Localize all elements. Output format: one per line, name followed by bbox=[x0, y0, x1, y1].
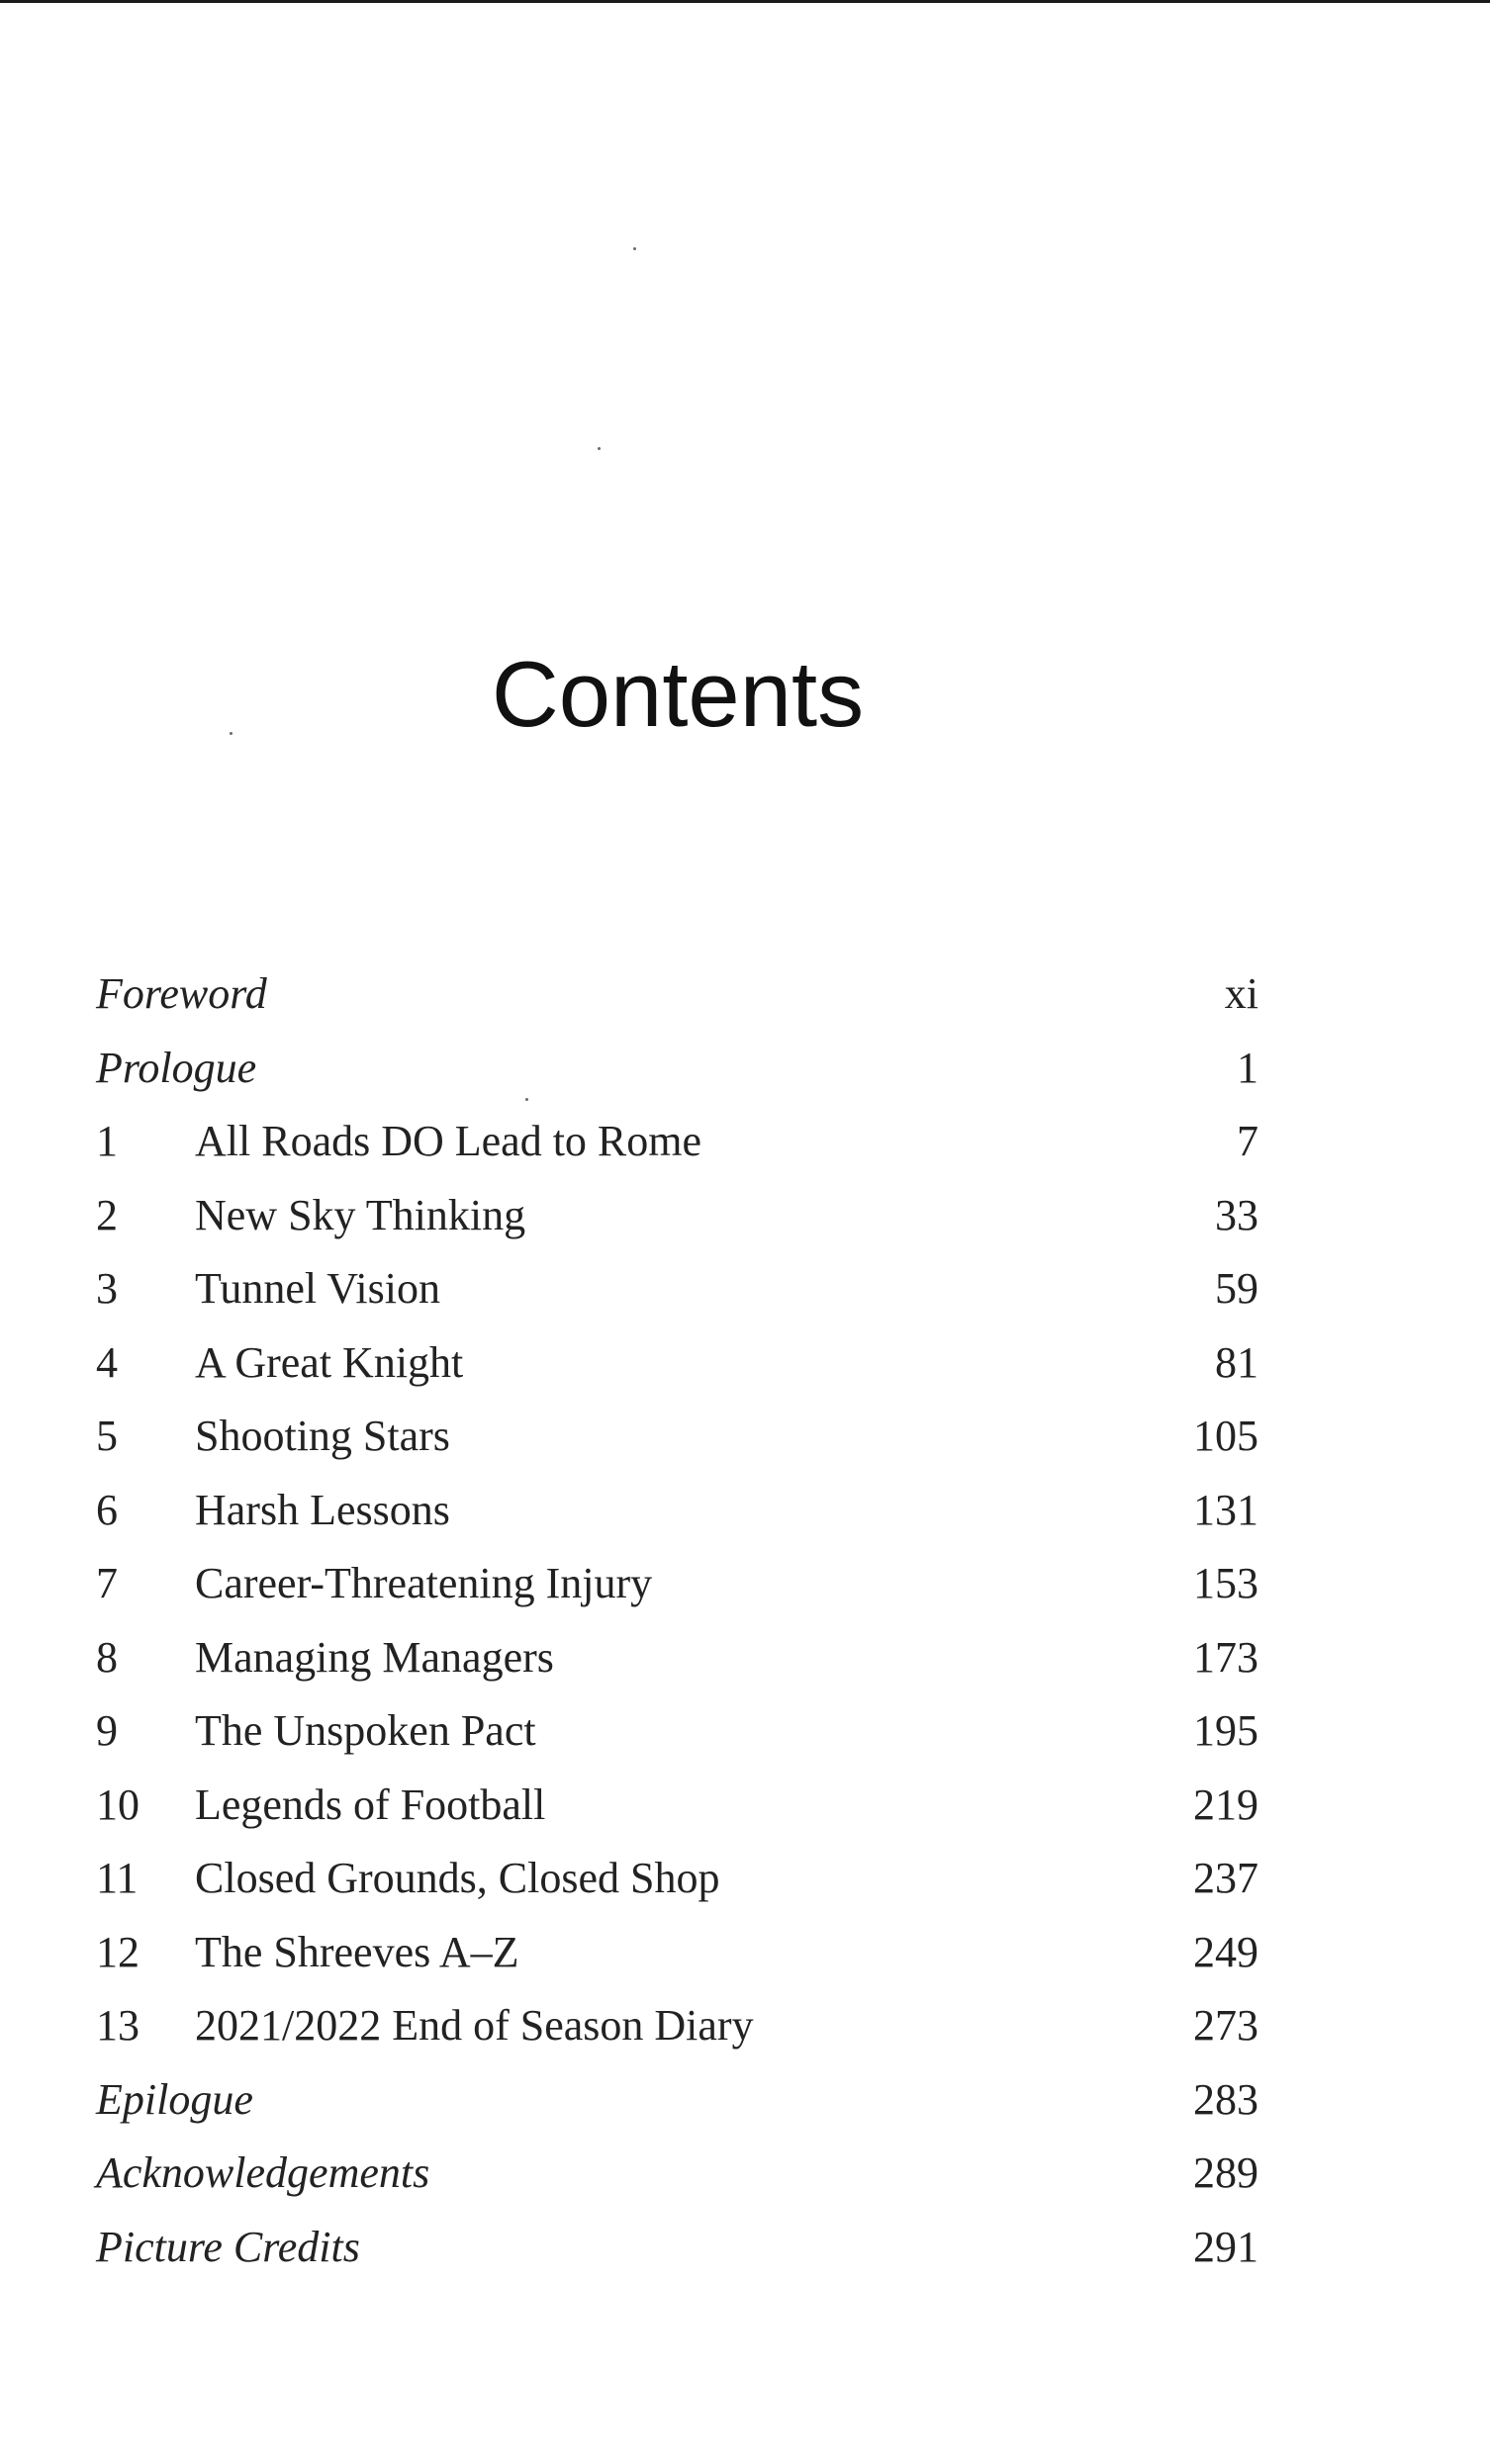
page-number: 291 bbox=[1193, 2222, 1258, 2271]
chapter-title: New Sky Thinking bbox=[195, 1190, 526, 1239]
page-top-edge bbox=[0, 0, 1490, 3]
toc-entry-front-matter[interactable] bbox=[96, 1032, 1258, 1106]
toc-entry[interactable] bbox=[96, 1474, 1258, 1548]
chapter-title: Epilogue bbox=[96, 2074, 253, 2124]
paper-speck bbox=[525, 1098, 528, 1101]
table-of-contents bbox=[96, 958, 1258, 2284]
chapter-title: All Roads DO Lead to Rome bbox=[195, 1117, 702, 1165]
chapter-title: Career-Threatening Injury bbox=[195, 1559, 653, 1607]
page-number: 1 bbox=[1237, 1043, 1258, 1092]
chapter-number: 10 bbox=[96, 1780, 140, 1829]
page-number: 237 bbox=[1193, 1854, 1258, 1902]
page-number: xi bbox=[1224, 969, 1258, 1018]
chapter-title: Closed Grounds, Closed Shop bbox=[195, 1854, 720, 1902]
toc-entry[interactable] bbox=[96, 1252, 1258, 1326]
toc-entry-front-matter[interactable] bbox=[96, 958, 1258, 1032]
chapter-title: Prologue bbox=[96, 1043, 257, 1092]
page-number: 219 bbox=[1193, 1780, 1258, 1829]
chapter-number: 13 bbox=[96, 2001, 140, 2050]
toc-entry-front-matter[interactable] bbox=[96, 2137, 1258, 2211]
chapter-title: The Shreeves A–Z bbox=[195, 1927, 519, 1976]
paper-speck bbox=[230, 732, 233, 735]
toc-entry[interactable] bbox=[96, 1547, 1258, 1621]
chapter-title: Harsh Lessons bbox=[195, 1485, 450, 1534]
chapter-number: 3 bbox=[96, 1264, 118, 1313]
chapter-title: 2021/2022 End of Season Diary bbox=[195, 2001, 754, 2050]
chapter-title: Tunnel Vision bbox=[195, 1264, 440, 1313]
page-number: 173 bbox=[1193, 1632, 1258, 1682]
toc-entry[interactable] bbox=[96, 1694, 1258, 1769]
chapter-title: A Great Knight bbox=[195, 1337, 464, 1387]
toc-entry-front-matter[interactable] bbox=[96, 2211, 1258, 2285]
chapter-number: 1 bbox=[96, 1117, 118, 1165]
page-number: 283 bbox=[1193, 2074, 1258, 2124]
toc-entry[interactable] bbox=[96, 1179, 1258, 1253]
toc-entry[interactable] bbox=[96, 1621, 1258, 1695]
chapter-title: The Unspoken Pact bbox=[195, 1706, 536, 1755]
toc-entry[interactable] bbox=[96, 1989, 1258, 2063]
page-number: 273 bbox=[1193, 2001, 1258, 2050]
page-number: 81 bbox=[1215, 1337, 1258, 1387]
page-number: 195 bbox=[1193, 1706, 1258, 1755]
page-number: 105 bbox=[1193, 1412, 1258, 1460]
chapter-number: 6 bbox=[96, 1485, 118, 1534]
toc-entry[interactable] bbox=[96, 1916, 1258, 1990]
toc-entry[interactable] bbox=[96, 1400, 1258, 1474]
toc-entry[interactable] bbox=[96, 1769, 1258, 1843]
page-number: 59 bbox=[1215, 1264, 1258, 1313]
page-number: 131 bbox=[1193, 1485, 1258, 1534]
chapter-number: 7 bbox=[96, 1559, 118, 1607]
chapter-title: Foreword bbox=[96, 969, 267, 1018]
page-number: 289 bbox=[1193, 2148, 1258, 2197]
page-number: 153 bbox=[1193, 1559, 1258, 1607]
chapter-number: 9 bbox=[96, 1706, 118, 1755]
toc-entry[interactable] bbox=[96, 1326, 1258, 1401]
chapter-title: Shooting Stars bbox=[195, 1412, 450, 1460]
paper-speck bbox=[598, 447, 601, 450]
chapter-title: Acknowledgements bbox=[96, 2148, 430, 2197]
chapter-title: Legends of Football bbox=[195, 1780, 546, 1829]
chapter-number: 2 bbox=[96, 1190, 118, 1239]
chapter-number: 11 bbox=[96, 1854, 139, 1902]
chapter-title: Managing Managers bbox=[195, 1632, 554, 1682]
chapter-number: 12 bbox=[96, 1927, 140, 1976]
chapter-number: 4 bbox=[96, 1337, 118, 1387]
chapter-number: 5 bbox=[96, 1412, 118, 1460]
page-number: 249 bbox=[1193, 1927, 1258, 1976]
chapter-number: 8 bbox=[96, 1632, 118, 1682]
page-number: 7 bbox=[1237, 1117, 1258, 1165]
page-number: 33 bbox=[1215, 1190, 1258, 1239]
page-title: Contents bbox=[491, 642, 865, 746]
toc-entry[interactable] bbox=[96, 1842, 1258, 1916]
paper-speck bbox=[633, 247, 636, 250]
toc-entry[interactable] bbox=[96, 1105, 1258, 1179]
chapter-title: Picture Credits bbox=[96, 2222, 360, 2271]
toc-entry-front-matter[interactable] bbox=[96, 2063, 1258, 2138]
